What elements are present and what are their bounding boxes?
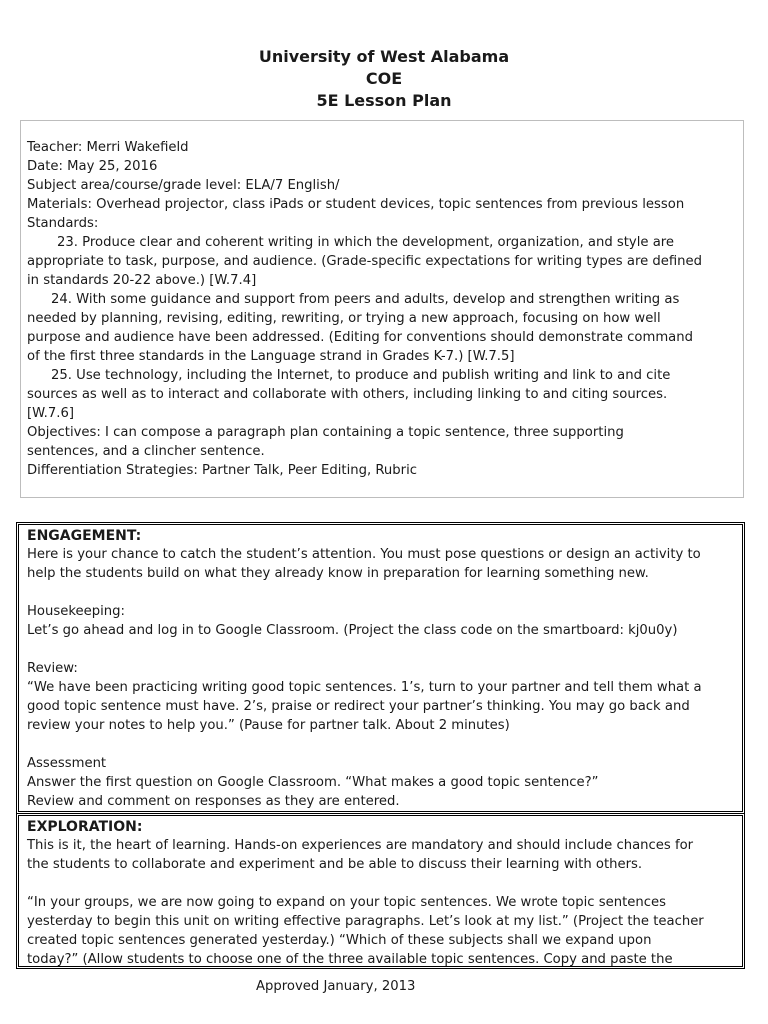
review-text-line-1: “We have been practicing writing good topic sentences. 1’s, turn to your partner and tell them what a bbox=[27, 680, 702, 695]
exploration-intro-line-1: This is it, the heart of learning. Hands-on experiences are mandatory and should include chances for bbox=[27, 838, 694, 853]
subject-line: Subject area/course/grade level: ELA/7 English/ bbox=[27, 178, 340, 193]
standard-25-line-1: 25. Use technology, including the Internet, to produce and publish writing and link to and cite bbox=[51, 368, 671, 383]
document-header bbox=[0, 46, 768, 112]
review-text-line-3: review your notes to help you.” (Pause for partner talk. About 2 minutes) bbox=[27, 718, 510, 733]
lesson-info-box bbox=[20, 120, 744, 498]
standard-23-line-3: in standards 20-22 above.) [W.7.4] bbox=[27, 273, 257, 288]
standard-25-line-2: sources as well as to interact and collaborate with others, including linking to and citing sources. bbox=[27, 387, 668, 402]
exploration-title: EXPLORATION: bbox=[27, 819, 143, 835]
date-line: Date: May 25, 2016 bbox=[27, 159, 158, 174]
approval-footer: Approved January, 2013 bbox=[256, 979, 416, 994]
standard-25-line-3: [W.7.6] bbox=[27, 406, 74, 421]
standard-24-line-3: purpose and audience have been addressed. (Editing for conventions should demonstrate command bbox=[27, 330, 693, 345]
assessment-label: Assessment bbox=[27, 756, 107, 771]
exploration-body-line-2: yesterday to begin this unit on writing effective paragraphs. Let’s look at my list.” (Project the teacher bbox=[27, 914, 704, 929]
plan-title: 5E Lesson Plan bbox=[316, 91, 452, 110]
standard-24-line-4: of the first three standards in the Language strand in Grades K-7.) [W.7.5] bbox=[27, 349, 515, 364]
standard-24-line-1: 24. With some guidance and support from peers and adults, develop and strengthen writing as bbox=[51, 292, 680, 307]
housekeeping-text: Let’s go ahead and log in to Google Classroom. (Project the class code on the smartboard: kj0u0y) bbox=[27, 623, 678, 638]
differentiation-line: Differentiation Strategies: Partner Talk, Peer Editing, Rubric bbox=[27, 463, 417, 478]
standard-24-line-2: needed by planning, revising, editing, rewriting, or trying a new approach, focusing on how well bbox=[27, 311, 661, 326]
engagement-section bbox=[16, 522, 745, 814]
review-text-line-2: good topic sentence must have. 2’s, praise or redirect your partner’s thinking. You may go back and bbox=[27, 699, 690, 714]
exploration-body-line-3: created topic sentences generated yesterday.) “Which of these subjects shall we expand upon bbox=[27, 933, 652, 948]
standard-23-line-2: appropriate to task, purpose, and audience. (Grade-specific expectations for writing types are defined bbox=[27, 254, 703, 269]
engagement-title: ENGAGEMENT: bbox=[27, 528, 142, 544]
exploration-intro-line-2: the students to collaborate and experiment and be able to discuss their learning with others. bbox=[27, 857, 643, 872]
objectives-line-2: sentences, and a clincher sentence. bbox=[27, 444, 265, 459]
college-name: COE bbox=[365, 69, 403, 88]
university-name: University of West Alabama bbox=[258, 47, 510, 66]
exploration-body-line-1: “In your groups, we are now going to expand on your topic sentences. We wrote topic sentences bbox=[27, 895, 666, 910]
materials-line: Materials: Overhead projector, class iPads or student devices, topic sentences from previous lesson bbox=[27, 197, 685, 212]
standard-23-line-1: 23. Produce clear and coherent writing in which the development, organization, and style are bbox=[57, 235, 675, 250]
exploration-section bbox=[16, 813, 745, 969]
teacher-line: Teacher: Merri Wakefield bbox=[27, 140, 189, 155]
exploration-body-line-4: today?” (Allow students to choose one of the three available topic sentences. Copy and paste the bbox=[27, 952, 673, 967]
engagement-intro-line-1: Here is your chance to catch the student’s attention. You must pose questions or design an activity to bbox=[27, 547, 701, 562]
assessment-text-line-2: Review and comment on responses as they are entered. bbox=[27, 794, 400, 809]
review-label: Review: bbox=[27, 661, 78, 676]
assessment-text-line-1: Answer the first question on Google Classroom. “What makes a good topic sentence?” bbox=[27, 775, 599, 790]
standards-label: Standards: bbox=[27, 216, 99, 231]
engagement-intro-line-2: help the students build on what they already know in preparation for learning something new. bbox=[27, 566, 649, 581]
objectives-line-1: Objectives: I can compose a paragraph plan containing a topic sentence, three supporting bbox=[27, 425, 624, 440]
housekeeping-label: Housekeeping: bbox=[27, 604, 125, 619]
